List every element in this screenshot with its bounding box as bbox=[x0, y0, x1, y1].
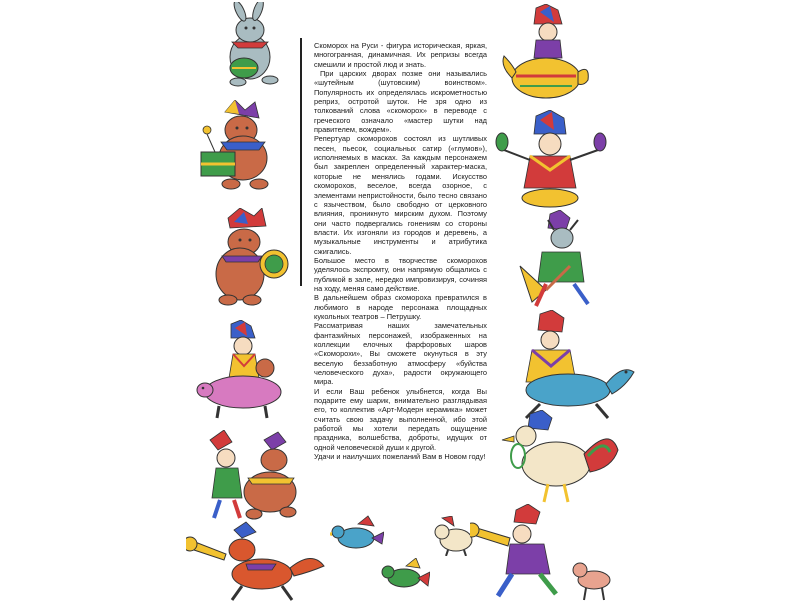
column-divider bbox=[300, 38, 302, 286]
small-bird-illustration-2 bbox=[376, 558, 430, 594]
juggling-jester-illustration bbox=[490, 110, 612, 210]
paragraph-4: Большое место в творчестве скоморохов уделялось экспромту, они напрямую общались с публикой в зале, нередко импровизируя, сочиняя на ходу, меняя само действие. bbox=[314, 255, 487, 293]
paragraph-2: При царских дворах позже они назывались «шутейным (шутовским) воинством». Популярность их определялась искрометностью реприз, остротой шуток. Не зря одно из толкований слова «скоморох» в переводе с греческого означало «мастер шутки над правителем, вождем». bbox=[314, 69, 487, 135]
paragraph-3: Репертуар скоморохов состоял из шутливых песен, пьесок, социальных сатир («глумов»), исполняемых в масках. За каждым персонажем был закреплен определенный характер-маска, которые не менялись годами. Искусство скоморохов, веселое, всегда озорное, с элементами непристойности, было тесно связано с язычеством, было свободно от церковного влияния, проникнуто мирским духом. Поэтому они часто подвергались гонениям со стороны власти. Их изгоняли из городов и деревень, а музыкальные инструменты и атрибутика сжигались. bbox=[314, 134, 487, 256]
hare-with-drum-illustration bbox=[210, 2, 290, 88]
jester-on-teapot-illustration bbox=[500, 4, 590, 104]
jester-riding-pig-illustration bbox=[195, 320, 295, 420]
rooster-with-jester-illustration bbox=[500, 410, 620, 504]
paragraph-5: В дальнейшем образ скомороха превратился в любимого в народе персонажа площадных кукольных театров – Петрушку. bbox=[314, 293, 487, 321]
bear-with-drum-illustration bbox=[195, 100, 285, 192]
jester-riding-horse-illustration bbox=[496, 310, 636, 420]
paragraph-7: И если Ваш ребенок улыбнется, когда Вы подарите ему шарик, внимательно разглядывая его, то коллектив «Арт-Модерн керамика» может считать свою задачу выполненной, ибо этой работой мы хотели передать ощущение праздника, волшебства, доброты, идущих от одной человеческой души к другой. bbox=[314, 386, 487, 452]
paragraph-1: Скоморох на Руси - фигура историческая, яркая, многогранная, динамичная. Их репризы всегда смешили и простой люд и знать. bbox=[314, 41, 487, 69]
article-text bbox=[314, 41, 487, 489]
jester-with-bear-illustration bbox=[204, 430, 304, 522]
paragraph-6: Рассматривая наших замечательных фантазийных персонажей, изображенных на коллекции елочных фарфоровых шаров «Скоморохи», Вы сможете окунуться в эту веселую беззаботную атмосферу «буйства человеческого духа», радости окружающего мира. bbox=[314, 321, 487, 387]
bear-with-tambourine-illustration bbox=[200, 208, 290, 308]
fox-with-horn-illustration bbox=[186, 520, 326, 602]
horn-player-with-dog-illustration bbox=[470, 504, 620, 602]
goat-with-balalaika-illustration bbox=[500, 210, 600, 310]
small-bird-illustration-1 bbox=[330, 514, 384, 554]
paragraph-8: Удачи и наилучших пожеланий Вам в Новом году! bbox=[314, 452, 486, 462]
